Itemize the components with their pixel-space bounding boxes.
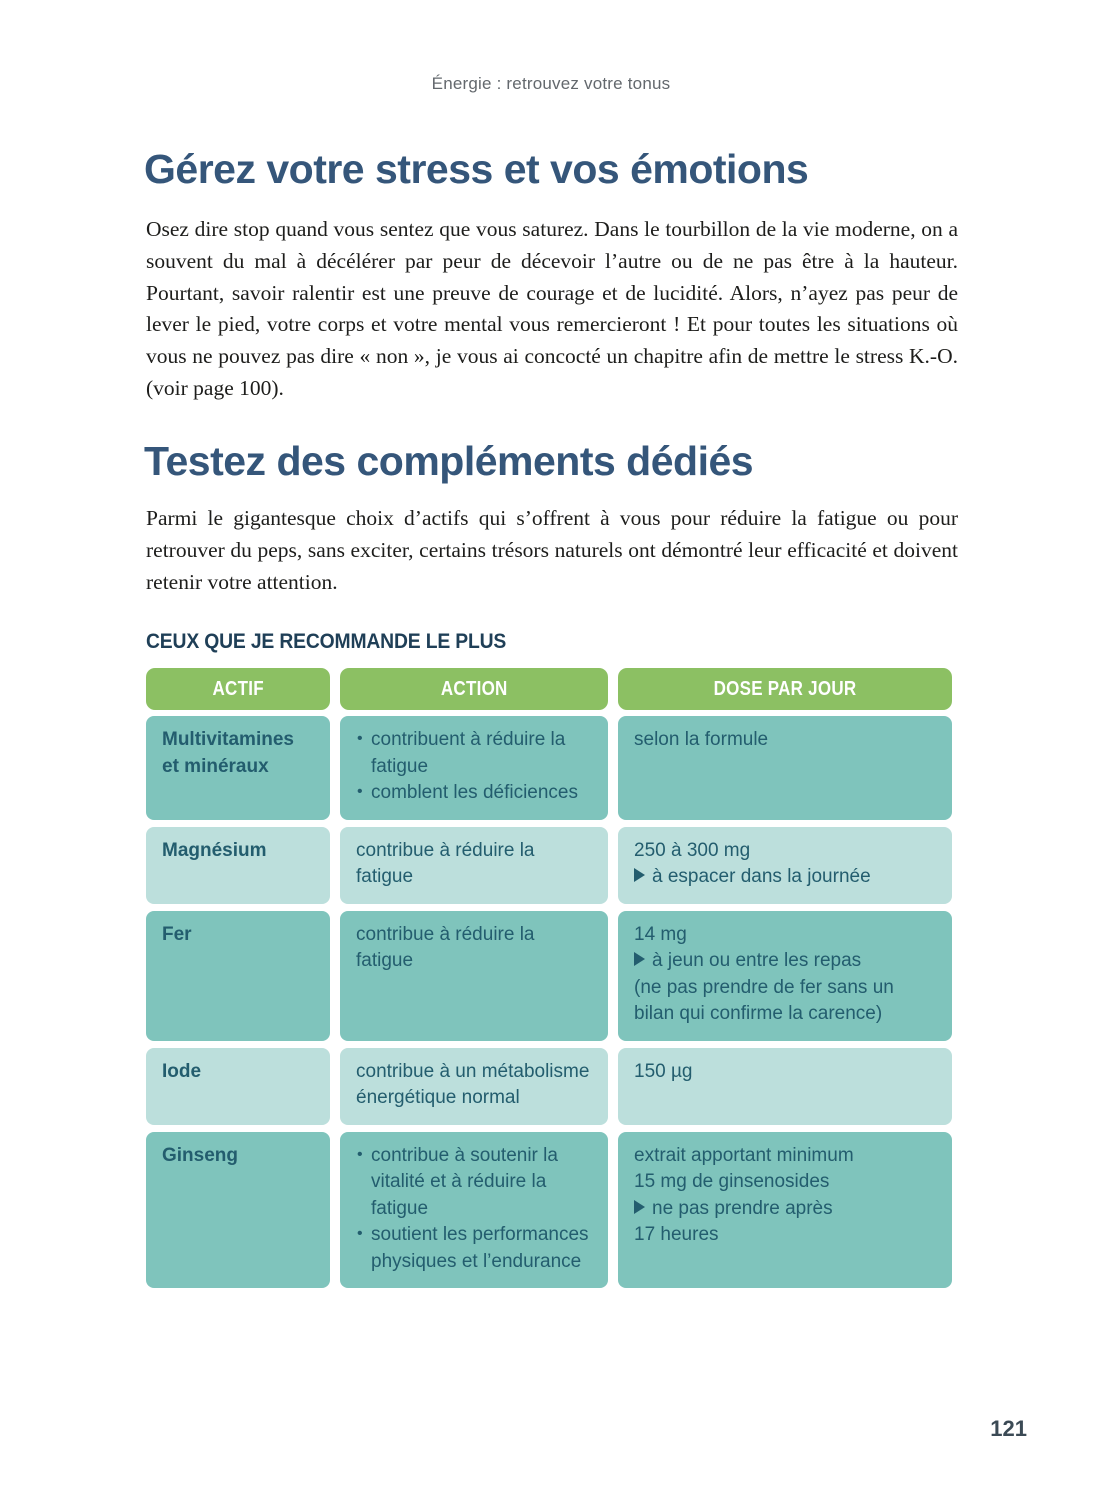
arrow-icon bbox=[634, 952, 645, 966]
column-header-dose bbox=[618, 668, 952, 710]
table-cell-actif: Magnésium bbox=[146, 827, 330, 904]
column-header-action-label: ACTION bbox=[440, 677, 508, 700]
dose-line: 250 à 300 mg bbox=[634, 839, 751, 861]
table-cell-actif: Iode bbox=[146, 1048, 330, 1125]
table-cell-action: contribue à réduire la fatigue bbox=[340, 911, 608, 1041]
supplements-table bbox=[146, 668, 952, 1288]
dose-line: 150 µg bbox=[634, 1060, 693, 1082]
arrow-icon bbox=[634, 868, 645, 882]
table-row bbox=[146, 1132, 952, 1289]
table-row bbox=[146, 1048, 952, 1125]
dose-line: ne pas prendre après bbox=[634, 1196, 937, 1223]
table-cell-dose bbox=[618, 827, 952, 904]
table-header-row bbox=[146, 668, 952, 710]
table-label: CEUX QUE JE RECOMMANDE LE PLUS bbox=[146, 629, 507, 653]
bullet-item: • contribuent à réduire la fatigue bbox=[356, 727, 593, 780]
section-body-complements: Parmi le gigantesque choix d’actifs qui s’offrent à vous pour réduire la fatigue ou pour retrouver du peps, sans exciter, certains trésors naturels ont démontré leur efficacité et doivent retenir votre attention. bbox=[146, 506, 958, 594]
table-cell-dose bbox=[618, 716, 952, 820]
bullet-item: • comblent les déficiences bbox=[356, 780, 593, 807]
table-cell-action: contribue à réduire la fatigue bbox=[340, 827, 608, 904]
running-head: Énergie : retrouvez votre tonus bbox=[431, 74, 671, 93]
column-header-actif bbox=[146, 668, 330, 710]
table-cell-actif: Ginseng bbox=[146, 1132, 330, 1289]
dose-line: extrait apportant minimum bbox=[634, 1144, 854, 1166]
column-header-actif-label: ACTIF bbox=[212, 677, 264, 700]
column-header-action bbox=[340, 668, 608, 710]
dose-line: à espacer dans la journée bbox=[634, 864, 937, 891]
dose-line: à jeun ou entre les repas bbox=[634, 948, 937, 975]
bullet-item: • contribue à soutenir la vitalité et à réduire la fatigue bbox=[356, 1143, 593, 1223]
table-cell-actif: Fer bbox=[146, 911, 330, 1041]
table-row bbox=[146, 911, 952, 1041]
table-cell-dose bbox=[618, 911, 952, 1041]
section-body-stress: Osez dire stop quand vous sentez que vous saturez. Dans le tourbillon de la vie moderne, on a souvent du mal à décélérer par peur de décevoir l’autre ou de ne pas être à la hauteur. Pourtant, savoir ralentir est une preuve de courage et de lucidité. Alors, n’ayez pas peur de lever le pied, votre corps et votre mental vous remercieront ! Et pour toutes les situations où vous ne pouvez pas dire « non », je vous ai concocté un chapitre afin de mettre le stress K.-O. (voir page 100). bbox=[146, 217, 958, 400]
column-header-dose-label: DOSE PAR JOUR bbox=[713, 677, 857, 700]
section-heading-complements: Testez des compléments dédiés bbox=[144, 438, 754, 484]
dose-line: 17 heures bbox=[634, 1224, 719, 1245]
dose-line: selon la formule bbox=[634, 729, 769, 750]
table-cell-dose bbox=[618, 1132, 952, 1289]
arrow-icon bbox=[634, 1200, 645, 1214]
table-cell-action: contribue à un métabolisme énergétique normal bbox=[340, 1048, 608, 1125]
dose-line: 15 mg de ginsenosides bbox=[634, 1171, 830, 1192]
table-cell-actif: Multivitamines et minéraux bbox=[146, 716, 330, 820]
bullet-item: • soutient les performances physiques et l’endurance bbox=[356, 1222, 593, 1275]
table-row bbox=[146, 716, 952, 820]
dose-line: 14 mg bbox=[634, 923, 687, 945]
table-cell-dose bbox=[618, 1048, 952, 1125]
table-row bbox=[146, 827, 952, 904]
section-heading-stress: Gérez votre stress et vos émotions bbox=[144, 146, 809, 192]
table-cell-action bbox=[340, 1132, 608, 1289]
table-cell-action bbox=[340, 716, 608, 820]
page-number: 121 bbox=[990, 1416, 1027, 1441]
table-body bbox=[146, 716, 952, 1288]
dose-line: (ne pas prendre de fer sans un bilan qui confirme la carence) bbox=[634, 976, 894, 1024]
